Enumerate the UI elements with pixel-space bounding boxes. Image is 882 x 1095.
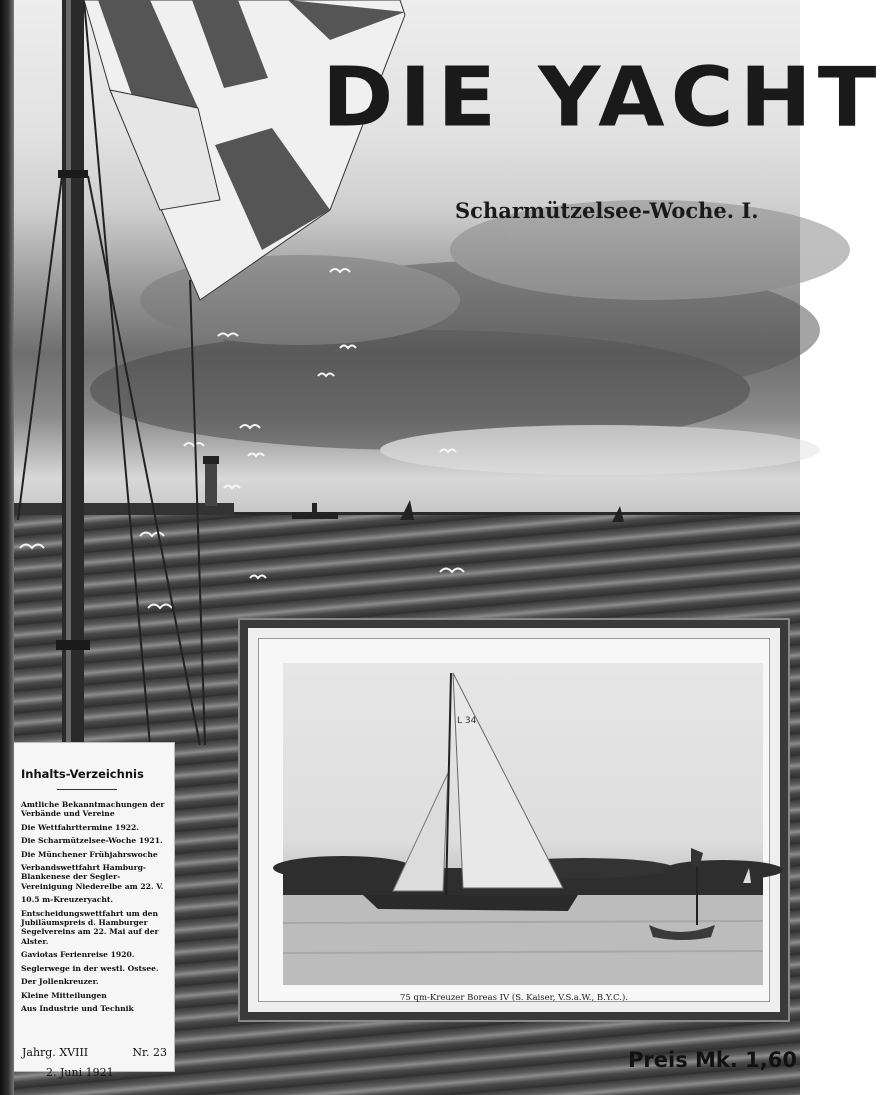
toc-item: Entscheidungswettfahrt um den Jubiläumspreis d. Hamburger Segelvereins am 22. Mai auf der Alster.: [21, 908, 159, 946]
issue-date: 2. Juni 1921: [46, 1066, 114, 1079]
distant-sailboat: [400, 500, 414, 520]
toc-item: Gaviotas Ferienreise 1920.: [21, 950, 135, 960]
yacht-photo-art: [283, 663, 763, 985]
issue-volume: Jahrg. XVIII: [22, 1046, 89, 1059]
signal-flag: [84, 0, 405, 300]
binding-spine: [0, 0, 14, 1095]
toc-item: Seglerwege in der westl. Ostsee.: [21, 963, 159, 973]
toc-item: Amtliche Bekanntmachungen der Verbände und Vereine: [21, 800, 165, 819]
toc-item: Die Wettfahrttermine 1922.: [21, 822, 139, 832]
photo-frame: [240, 620, 788, 1020]
table-of-contents: [10, 742, 175, 1072]
lighthouse: [14, 456, 234, 515]
toc-list: [21, 800, 168, 1013]
toc-item: Der Jollenkreuzer.: [21, 977, 99, 987]
toc-item: Kleine Mitteilungen: [21, 990, 107, 1000]
masthead-subtitle: Scharmützelsee-Woche. I.: [455, 198, 759, 223]
toc-heading: Inhalts-Verzeichnis: [21, 767, 144, 781]
masthead-title: DIE YACHT: [322, 50, 882, 146]
issue-number: Nr. 23: [132, 1046, 167, 1059]
distant-sailboat: [612, 506, 624, 522]
cover-price: Preis Mk. 1,60: [628, 1048, 797, 1072]
steamer-ship: [292, 503, 338, 519]
issue-info: [10, 1046, 175, 1059]
photo-caption: 75 qm-Kreuzer Boreas IV (S. Kaiser, V.S.a.W., B.Y.C.).: [400, 993, 628, 1003]
toc-item: Die Münchener Frühjahrswoche: [21, 849, 158, 859]
sail-number: L 34: [457, 716, 477, 726]
mast: [56, 0, 90, 745]
toc-divider: [57, 789, 117, 790]
yacht-photo: [283, 663, 763, 985]
photo-mount: [258, 638, 770, 1002]
toc-item: Verbandswettfahrt Hamburg-Blankenese der Segler-Vereinigung Niederelbe am 22. V.: [21, 863, 164, 891]
toc-item: Aus Industrie und Technik: [21, 1003, 134, 1013]
toc-item: 10.5 m-Kreuzeryacht.: [21, 895, 114, 905]
toc-item: Die Scharmützelsee-Woche 1921.: [21, 836, 163, 846]
